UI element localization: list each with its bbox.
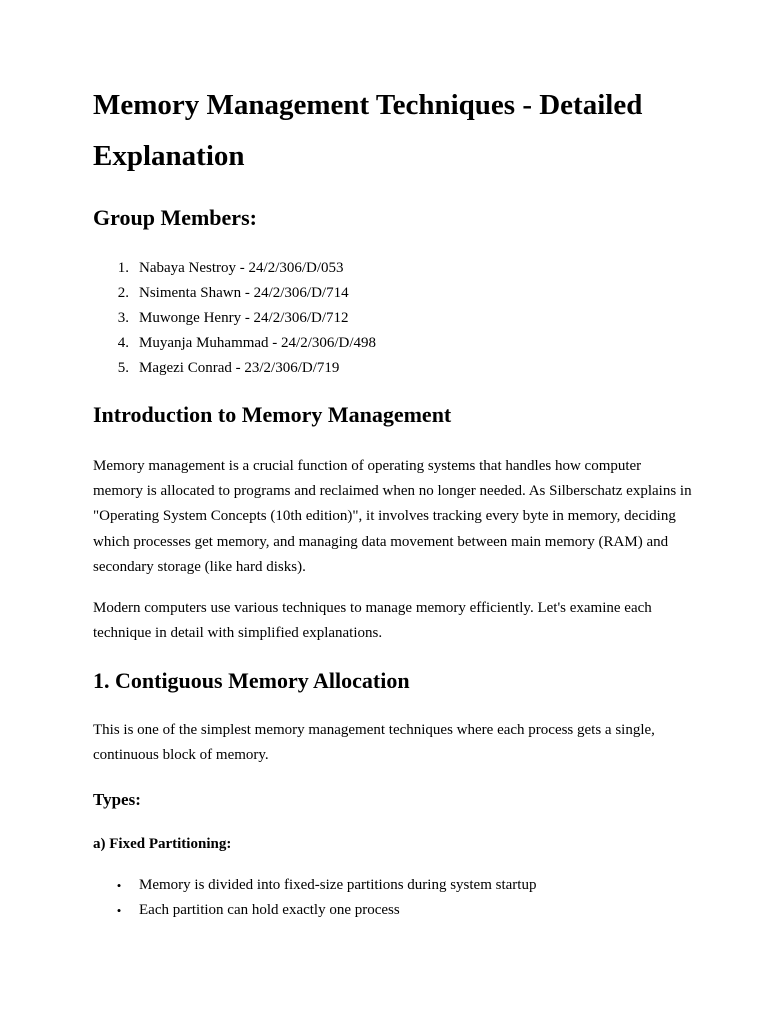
bullet-icon: • bbox=[116, 878, 122, 893]
bullet-icon: • bbox=[116, 903, 122, 918]
list-item bbox=[93, 898, 536, 923]
document-title: Memory Management Techniques - Detailed Explanation bbox=[93, 89, 643, 172]
member-name: Magezi Conrad - 23/2/306/D/719 bbox=[139, 360, 340, 376]
intro-paragraph-1: Memory management is a crucial function of operating systems that handles how computer memory is allocated to programs and reclaimed when no longer needed. As Silberschatz explains in "Operating System Concepts (10th edition)", it involves tracking every byte in memory, deciding which processes get memory, and managing data movement between main memory (RAM) and secondary storage (like hard disks). bbox=[93, 458, 692, 575]
list-number: 5. bbox=[117, 360, 129, 376]
section-1-paragraph: This is one of the simplest memory management techniques where each process gets a single, continuous block of memory. bbox=[93, 722, 655, 764]
list-item bbox=[93, 873, 536, 898]
fixed-partitioning-list bbox=[93, 873, 536, 923]
intro-heading: Introduction to Memory Management bbox=[93, 402, 452, 427]
list-number: 4. bbox=[117, 335, 129, 351]
member-name: Nsimenta Shawn - 24/2/306/D/714 bbox=[139, 285, 349, 301]
bullet-text: Memory is divided into fixed-size partitions during system startup bbox=[139, 877, 537, 893]
list-item bbox=[93, 281, 376, 306]
section-1-heading: 1. Contiguous Memory Allocation bbox=[93, 668, 410, 693]
member-name: Nabaya Nestroy - 24/2/306/D/053 bbox=[139, 260, 344, 276]
fixed-partitioning-heading: a) Fixed Partitioning: bbox=[93, 836, 232, 852]
list-item bbox=[93, 306, 376, 331]
bullet-text: Each partition can hold exactly one process bbox=[139, 902, 400, 918]
member-name: Muyanja Muhammad - 24/2/306/D/498 bbox=[139, 335, 377, 351]
types-heading: Types: bbox=[93, 790, 141, 809]
list-item bbox=[93, 356, 376, 381]
list-item bbox=[93, 256, 376, 281]
group-members-heading: Group Members: bbox=[93, 205, 257, 230]
intro-paragraph-2: Modern computers use various techniques to manage memory efficiently. Let's examine each technique in detail with simplified explanations. bbox=[93, 600, 652, 642]
list-number: 2. bbox=[117, 285, 129, 301]
list-number: 3. bbox=[117, 310, 129, 326]
group-members-list bbox=[93, 256, 376, 381]
member-name: Muwonge Henry - 24/2/306/D/712 bbox=[139, 310, 349, 326]
list-item bbox=[93, 331, 376, 356]
list-number: 1. bbox=[117, 260, 129, 276]
